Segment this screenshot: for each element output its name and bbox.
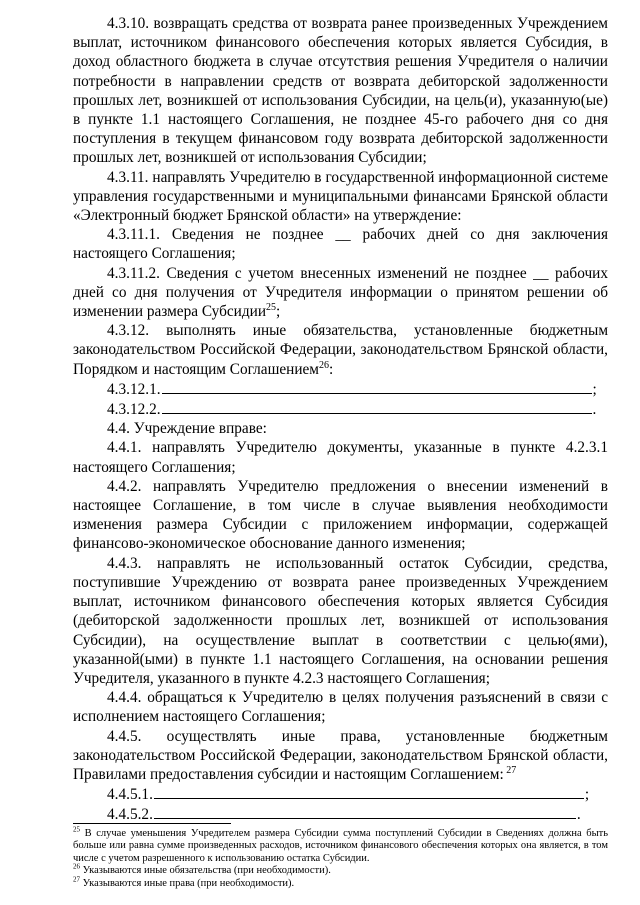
footnote	[73, 825, 608, 865]
footnote-number: 26	[73, 862, 80, 871]
item-end: ;	[584, 786, 590, 804]
item-number: 4.4.5.2.	[107, 806, 153, 824]
paragraph-text: 4.4.1. направлять Учредителю документы, указанные в пункте 4.2.3.1 настоящего Соглашения;	[73, 439, 608, 476]
footnote	[73, 875, 608, 890]
paragraph	[73, 688, 608, 726]
paragraph	[73, 14, 608, 168]
blank-line	[162, 399, 592, 414]
paragraph	[73, 168, 608, 226]
paragraph	[73, 321, 608, 379]
paragraph	[73, 727, 608, 785]
footnote-number: 25	[73, 825, 80, 834]
paragraph-text: 4.3.12. выполнять иные обязательства, установленные бюджетным законодательством Российской Федерации, законодательством Брянской области, Порядком и настоящим Соглашением	[73, 322, 608, 378]
paragraph	[73, 225, 608, 263]
section-4-4	[73, 419, 608, 784]
footnote-divider	[73, 823, 231, 824]
footnote-number: 27	[73, 875, 80, 884]
paragraph-text: 4.4.3. направлять не использованный остаток Субсидии, средства, поступившие Учреждению от возврата ранее произведенных Учреждением выплат, источником финансового обеспечения которых является Субсидия (дебиторской задолженности прошлых лет, возникшей от использования Субсидии), на осуществление выплат в соответствии с целью(ями), указанной(ыми) в пункте 1.1 настоящего Соглашения, на основании решения Учредителя, указанного в пункте 4.2.3 настоящего Соглашения;	[73, 554, 608, 687]
blank-line-4-4-5-2	[73, 804, 608, 824]
paragraph-text: 4.4.5. осуществлять иные права, установленные бюджетным законодательством Российской Федерации, законодательством Брянской области, Правилами предоставления субсидии и настоящим Соглашением:	[73, 727, 608, 783]
blank-line	[154, 784, 584, 799]
blank-line-4-3-12-2	[73, 399, 608, 419]
footnotes	[73, 823, 608, 890]
document-body	[73, 14, 608, 825]
footnote	[73, 862, 608, 877]
paragraph-text: 4.4.2. направлять Учредителю предложения о внесении изменений в настоящее Соглашение, в том числе в случае выявления необходимости изменения размера Субсидии с приложением информации, содержащей финансово-экономическое обоснование данного изменения;	[73, 477, 608, 553]
footnote-text: Указываются иные обязательства (при необходимости).	[80, 865, 331, 877]
item-number: 4.3.12.1.	[107, 380, 161, 398]
paragraph	[73, 554, 608, 688]
item-number: 4.3.12.2.	[107, 401, 161, 419]
blank-line-4-4-5-1	[73, 784, 608, 804]
blank-line	[154, 804, 576, 819]
footnote-ref: 26	[318, 359, 329, 371]
paragraph-text: 4.3.11.2. Сведения с учетом внесенных изменений не позднее __ рабочих дней со дня получения от Учредителя информации о принятом решении об изменении размера Субсидии	[73, 264, 608, 321]
item-number: 4.4.5.1.	[107, 786, 153, 804]
blank-line-4-3-12-1	[73, 379, 608, 399]
footnote-text: Указываются иные права (при необходимости).	[80, 877, 295, 889]
section-4-3	[73, 14, 608, 379]
footnote-list	[73, 825, 608, 890]
paragraph-text: 4.3.11.1. Сведения не позднее __ рабочих дней со дня заключения настоящего Соглашения;	[73, 226, 608, 263]
paragraph	[73, 438, 608, 476]
paragraph-text: 4.3.11. направлять Учредителю в государственной информационной системе управления государственными и муниципальными финансами Брянской области «Электронный бюджет Брянской области» на утверждение:	[73, 168, 608, 225]
item-end: .	[592, 401, 597, 419]
blank-line	[162, 379, 592, 394]
paragraph-tail: :	[328, 360, 334, 378]
paragraph-text: 4.4. Учреждение вправе:	[107, 420, 267, 438]
paragraph	[73, 419, 608, 438]
paragraph-text: 4.4.4. обращаться к Учредителю в целях получения разъяснений в связи с исполнением настоящего Соглашения;	[73, 689, 608, 726]
footnote-ref: 27	[503, 764, 517, 776]
paragraph	[73, 477, 608, 554]
footnote-ref: 25	[266, 301, 277, 313]
paragraph-tail: ;	[276, 303, 281, 321]
item-end: ;	[592, 380, 597, 398]
footnote-text: В случае уменьшения Учредителем размера Субсидии сумма поступлений Субсидии в Сведениях должна быть больше или равна сумме произведенных расходов, источником финансового обеспечения которых она является, в том числе с учетом разрешенного к использованию остатка Субсидии.	[73, 828, 608, 864]
paragraph	[73, 264, 608, 322]
paragraph-text: 4.3.10. возвращать средства от возврата ранее произведенных Учреждением выплат, источником финансового обеспечения которых является Субсидия, в доход областного бюджета в случае отсутствия решения Учредителя о наличии потребности в направлении средств от возврата дебиторской задолженности прошлых лет, возникшей от использования Субсидии, на цель(и), указанную(ые) в пункте 1.1 настоящего Соглашения, не позднее 45-го рабочего дня со дня поступления в текущем финансовом году возврата дебиторской задолженности прошлых лет, возникшей от использования Субсидии;	[73, 15, 608, 167]
item-end: .	[576, 806, 581, 824]
